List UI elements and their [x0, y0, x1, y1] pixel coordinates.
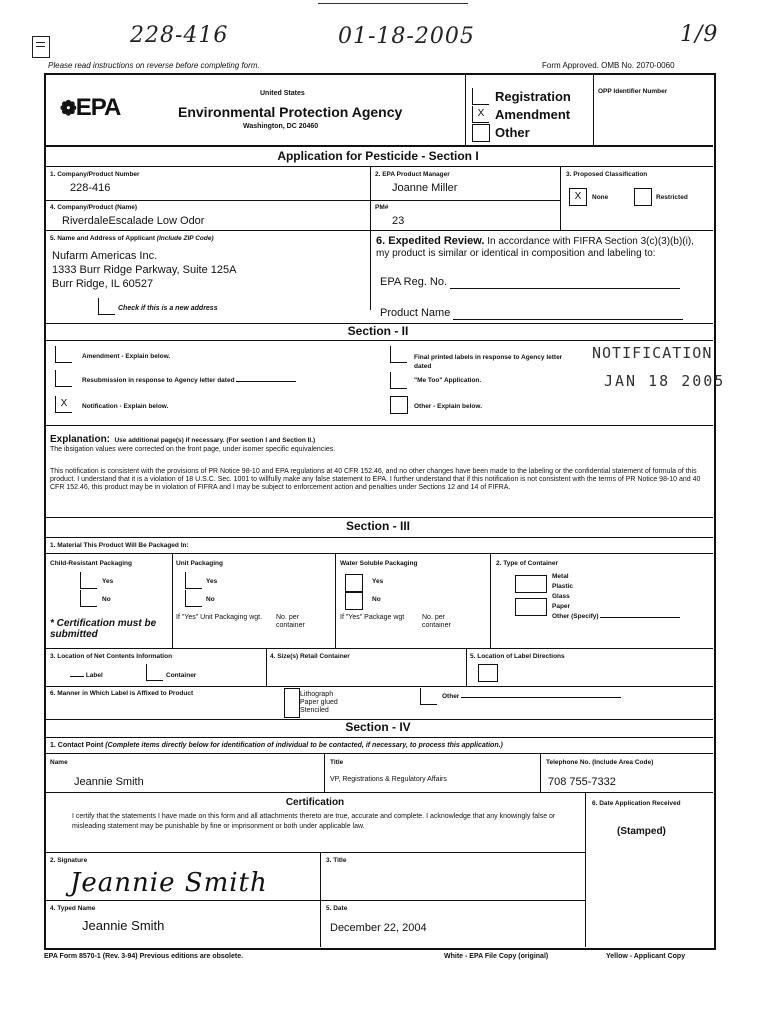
- resubmission-label: Resubmission in response to Agency letter dated: [82, 377, 296, 384]
- unit-yes-label: Yes: [206, 578, 218, 585]
- material-label: 1. Material This Product Will Be Packaged In:: [50, 542, 189, 549]
- date-stamp: JAN 18 2005: [604, 372, 726, 390]
- section3-title: Section - III: [345, 519, 410, 533]
- net-contents-label: 3. Location of Net Contents Information: [50, 653, 173, 660]
- water-soluble-label: Water Soluble Packaging: [340, 560, 418, 567]
- unit-no-checkbox[interactable]: [185, 590, 202, 607]
- stamped: (Stamped): [617, 826, 666, 837]
- net-label-option[interactable]: Label: [70, 672, 103, 679]
- container-paper: Paper: [552, 603, 571, 610]
- child-no-label: No: [102, 596, 111, 603]
- new-address-checkbox[interactable]: [98, 298, 115, 315]
- other-type-checkbox[interactable]: [472, 124, 490, 142]
- package-per-container-label: No. per container: [422, 614, 451, 629]
- label-directions-checkbox[interactable]: [478, 664, 498, 682]
- manner-paper-glued: Paper glued: [300, 699, 338, 706]
- other-explain-label: Other - Explain below.: [414, 403, 483, 410]
- manner-box[interactable]: [284, 688, 300, 718]
- contact-name: Jeannie Smith: [74, 776, 144, 788]
- other-explain-checkbox[interactable]: [390, 396, 408, 414]
- container-plastic: Plastic: [552, 583, 573, 590]
- container-other: Other (Specify): [552, 613, 680, 620]
- amendment-checkbox[interactable]: X: [472, 106, 489, 123]
- applicant-line1: Nufarm Americas Inc.: [52, 250, 158, 262]
- water-no-checkbox[interactable]: [345, 592, 363, 610]
- new-address-label: Check if this is a new address: [118, 305, 218, 312]
- applicant-line3: Burr Ridge, IL 60527: [52, 278, 154, 290]
- unit-wgt-label: If "Yes" Unit Packaging wgt.: [176, 614, 263, 621]
- agency-line1: United States: [260, 90, 305, 97]
- water-yes-checkbox[interactable]: [345, 574, 363, 592]
- signature-label: 2. Signature: [50, 857, 88, 864]
- opp-identifier-label: OPP Identifier Number: [598, 88, 668, 95]
- classification-label: 3. Proposed Classification: [566, 171, 648, 178]
- container-metal: Metal: [552, 573, 569, 580]
- handwritten-file-number: 228-416: [130, 23, 229, 48]
- title2-label: 3. Title: [326, 857, 347, 864]
- section1-title: Application for Pesticide - Section I: [277, 149, 479, 163]
- container-type-checkbox-metal[interactable]: [515, 575, 547, 593]
- date: December 22, 2004: [330, 922, 427, 934]
- restricted-label: Restricted: [656, 194, 688, 201]
- notification-stamp: NOTIFICATION: [592, 344, 713, 362]
- handwritten-date: 01-18-2005: [338, 24, 475, 49]
- registration-checkbox[interactable]: [472, 88, 489, 105]
- unit-no-label: No: [206, 596, 215, 603]
- container-glass: Glass: [552, 593, 570, 600]
- child-no-checkbox[interactable]: [80, 590, 97, 607]
- phone: 708 755-7332: [548, 776, 616, 788]
- contact-name-label: Name: [50, 759, 68, 766]
- none-label: None: [592, 194, 609, 201]
- product-name-label: 4. Company/Product (Name): [50, 204, 138, 211]
- manner-lithograph: Lithograph: [300, 691, 334, 698]
- date-received-label: 6. Date Application Received: [592, 800, 681, 807]
- resubmission-checkbox[interactable]: [55, 370, 72, 387]
- amendment-explain-label: Amendment - Explain below.: [82, 353, 171, 360]
- label-directions-label: 5. Location of Label Directions: [470, 653, 565, 660]
- white-copy: White - EPA File Copy (original): [444, 953, 549, 960]
- explanation-heading: Explanation: Use additional page(s) if necessary. (For section I and Section II.): [50, 434, 316, 445]
- unit-yes-checkbox[interactable]: [185, 572, 202, 589]
- pm-label: PM#: [375, 204, 389, 211]
- pm-number: 23: [392, 215, 405, 227]
- company-number-label: 1. Company/Product Number: [50, 171, 140, 178]
- epa-logo: ❁EPA: [60, 94, 121, 121]
- water-yes-label: Yes: [372, 578, 384, 585]
- handwritten-page: 1/9: [680, 22, 719, 47]
- signature: Jeannie Smith: [70, 868, 268, 898]
- unit-per-container-label: No. per container: [276, 614, 305, 629]
- header-dashes: [318, 3, 468, 4]
- me-too-label: "Me Too" Application.: [414, 377, 482, 384]
- restricted-checkbox[interactable]: [634, 188, 652, 206]
- agency-name: Environmental Protection Agency: [178, 104, 403, 120]
- contact-point: 1. Contact Point (Complete items directly below for identification of individual to be contacted, if necessary, to process this application.): [50, 742, 503, 749]
- explanation-line1: The ibsigation values were corrected on the front page, under isomer specific equivalencies.: [50, 446, 336, 453]
- container-type-label: 2. Type of Container: [496, 560, 558, 567]
- child-yes-label: Yes: [102, 578, 114, 585]
- amendment-label: Amendment: [495, 107, 571, 122]
- contact-title-label: Title: [330, 759, 344, 766]
- typed-name: Jeannie Smith: [82, 918, 165, 933]
- child-resistant-label: Child-Resistant Packaging: [50, 560, 132, 567]
- package-wgt-label: If "Yes" Package wgt: [340, 614, 405, 621]
- child-yes-checkbox[interactable]: [80, 572, 97, 589]
- manner-stenciled: Stenciled: [300, 707, 329, 714]
- product-manager: Joanne Miller: [392, 182, 458, 194]
- certification-text: I certify that the statements I have made on this form and all attachments thereto are true, accurate and complete. I acknowledge that any knowingly false or misleading statement may be punishable by fine or imprisonment or both under applicable law.: [72, 813, 556, 830]
- agency-address: Washington, DC 20460: [243, 123, 319, 130]
- note-icon: [32, 36, 50, 58]
- product-name: RiverdaleEscalade Low Odor: [62, 215, 205, 227]
- container-type-checkbox-glass[interactable]: [515, 598, 547, 616]
- form-id: EPA Form 8570-1 (Rev. 3-94) Previous editions are obsolete.: [44, 953, 244, 960]
- final-printed-checkbox[interactable]: [390, 346, 407, 363]
- applicant-line2: 1333 Burr Ridge Parkway, Suite 125A: [52, 264, 237, 276]
- manner-other-checkbox[interactable]: [420, 688, 437, 705]
- me-too-checkbox[interactable]: [390, 372, 407, 389]
- expedited-review: 6. Expedited Review. In accordance with FIFRA Section 3(c)(3)(b)(i), my product is similar or identical in composition and labeling to:: [376, 235, 694, 259]
- registration-label: Registration: [495, 89, 571, 104]
- explanation-paragraph: This notification is consistent with the provisions of PR Notice 98-10 and EPA regulations at 40 CFR 152.46, and no other changes have been made to the labeling or the confidential statement of formula of this product. I understand that it is a violation of 18 U.S.C. Sec. 1001 to willfully make any false statement to EPA. I further understand that if this notification is not consistent with the terms of PR Notice 98-10 and 40 CFR 152.46, this product may be in violation of FIFRA and I may be subject to enforcement action and penalties under Sections 12 and 14 of FIFRA.: [50, 468, 701, 491]
- notification-label: Notification - Explain below.: [82, 403, 169, 410]
- epa-flower-icon: ❁: [60, 98, 76, 120]
- reg-no-field[interactable]: EPA Reg. No.: [380, 276, 680, 289]
- section4-title: Section - IV: [345, 720, 411, 734]
- final-printed-label: Final printed labels in response to Agency letter dated: [414, 354, 563, 370]
- manner-other-label: Other: [442, 693, 621, 700]
- contact-title: VP, Registrations & Regulatory Affairs: [330, 776, 447, 783]
- certification-must: * Certification must be submitted: [50, 618, 157, 640]
- certification-title: Certification: [285, 797, 345, 808]
- yellow-copy: Yellow - Applicant Copy: [606, 953, 686, 960]
- other-type-label: Other: [495, 125, 530, 140]
- manner-label: 6. Manner in Which Label is Affixed to Product: [50, 690, 194, 697]
- product-manager-label: 2. EPA Product Manager: [375, 171, 450, 178]
- water-no-label: No: [372, 596, 381, 603]
- net-container-option: Container: [166, 672, 197, 679]
- product-name2-field[interactable]: Product Name: [380, 307, 683, 320]
- net-container-checkbox[interactable]: [146, 664, 163, 681]
- form-approved: Form Approved. OMB No. 2070-0060: [542, 61, 675, 70]
- notification-checkbox[interactable]: X: [55, 396, 72, 413]
- company-number: 228-416: [70, 182, 111, 194]
- date-label: 5. Date: [326, 905, 348, 912]
- unit-packaging-label: Unit Packaging: [176, 560, 223, 567]
- retail-size-label: 4. Size(s) Retail Container: [270, 653, 350, 660]
- none-checkbox[interactable]: X: [569, 188, 587, 206]
- typed-name-label: 4. Typed Name: [50, 905, 96, 912]
- section2-title: Section - II: [347, 324, 409, 338]
- instructions-note: Please read instructions on reverse before completing form.: [48, 61, 260, 70]
- applicant-label: 5. Name and Address of Applicant (Include ZIP Code): [50, 235, 214, 242]
- phone-label: Telephone No. (Include Area Code): [546, 759, 654, 766]
- amendment-explain-checkbox[interactable]: [55, 346, 72, 363]
